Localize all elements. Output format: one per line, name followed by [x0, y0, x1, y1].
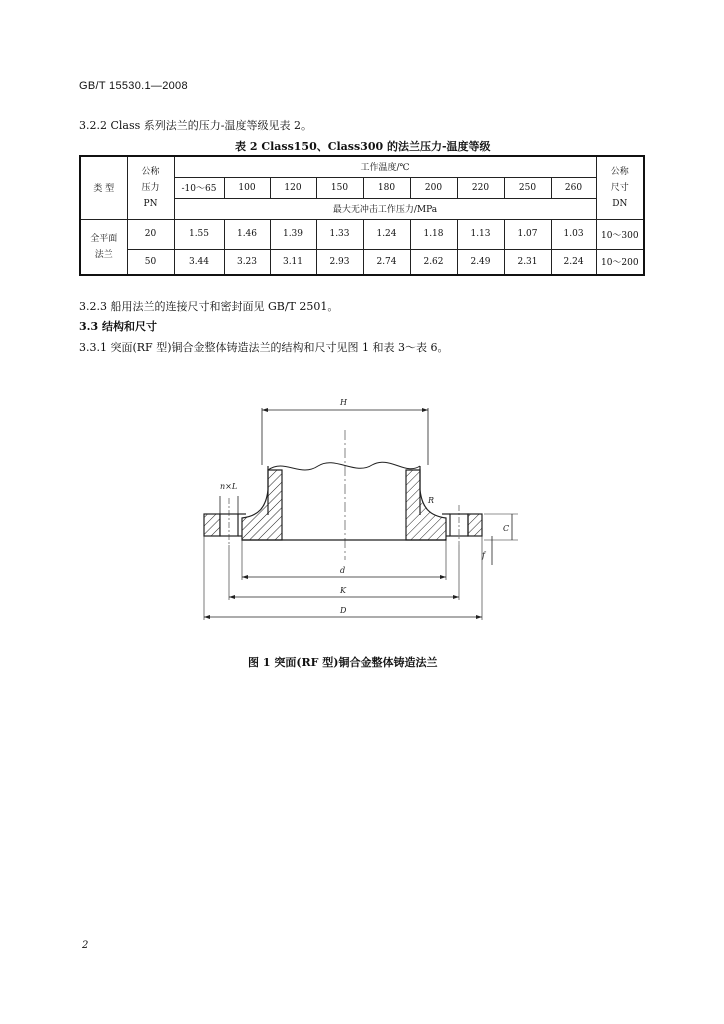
page-number: 2: [82, 940, 89, 951]
value-cell: 1.55: [174, 219, 224, 249]
value-cell: 2.74: [363, 249, 410, 275]
dimension-f: [481, 536, 492, 565]
standard-code: GB/T 15530.1—2008: [79, 80, 188, 92]
temp-cell: -10～65: [174, 177, 224, 198]
label-K: K: [340, 586, 346, 595]
value-cell: 2.93: [316, 249, 363, 275]
left-bolt-hole: [204, 482, 238, 545]
flange-drawing: [180, 385, 520, 630]
temp-cell: 250: [504, 177, 551, 198]
section-3-2-2: 3.2.2 Class 系列法兰的压力-温度等级见表 2。: [79, 119, 312, 132]
header-type: 类 型: [80, 156, 127, 219]
section-3-3-1: 3.3.1 突面(RF 型)铜合金整体铸造法兰的结构和尺寸见图 1 和表 3～表 6。: [79, 341, 449, 354]
temp-cell: 100: [224, 177, 270, 198]
value-cell: 2.62: [410, 249, 457, 275]
label-f: f: [482, 551, 485, 560]
header-temperature: 工作温度/℃: [174, 156, 596, 177]
dn-cell: 10～300: [596, 219, 644, 249]
table-2-caption: 表 2 Class150、Class300 的法兰压力-温度等级: [235, 140, 491, 153]
temp-cell: 200: [410, 177, 457, 198]
value-cell: 1.07: [504, 219, 551, 249]
dimension-d: [242, 540, 446, 580]
pn-cell: 50: [127, 249, 174, 275]
label-nxL: n×L: [220, 482, 238, 491]
pipe-outline: [268, 462, 420, 515]
row-type: 全平面 法兰: [80, 219, 127, 275]
temp-cell: 180: [363, 177, 410, 198]
section-3-3: 3.3 结构和尺寸: [79, 320, 157, 333]
right-bolt-hole: [450, 505, 482, 545]
label-D: D: [340, 606, 347, 615]
temp-cell: 150: [316, 177, 363, 198]
value-cell: 2.24: [551, 249, 596, 275]
pn-cell: 20: [127, 219, 174, 249]
value-cell: 3.23: [224, 249, 270, 275]
left-hub-section: [242, 470, 282, 540]
value-cell: 3.44: [174, 249, 224, 275]
right-hub-section: [406, 470, 446, 540]
label-R: R: [428, 496, 435, 505]
figure-1-caption: 图 1 突面(RF 型)铜合金整体铸造法兰: [248, 656, 438, 669]
dn-cell: 10～200: [596, 249, 644, 275]
label-d: d: [340, 566, 346, 575]
temp-cell: 120: [270, 177, 316, 198]
value-cell: 1.13: [457, 219, 504, 249]
temp-cell: 220: [457, 177, 504, 198]
label-H: H: [340, 398, 347, 407]
value-cell: 1.46: [224, 219, 270, 249]
section-3-2-3: 3.2.3 船用法兰的连接尺寸和密封面见 GB/T 2501。: [79, 300, 339, 313]
value-cell: 3.11: [270, 249, 316, 275]
value-cell: 2.31: [504, 249, 551, 275]
header-dn: 公称 尺寸 DN: [596, 156, 644, 219]
header-pn: 公称 压力 PN: [127, 156, 174, 219]
value-cell: 1.33: [316, 219, 363, 249]
dimension-C: [484, 514, 518, 540]
value-cell: 1.18: [410, 219, 457, 249]
header-max-pressure: 最大无冲击工作压力/MPa: [174, 198, 596, 219]
temp-cell: 260: [551, 177, 596, 198]
value-cell: 2.49: [457, 249, 504, 275]
value-cell: 1.24: [363, 219, 410, 249]
pressure-temperature-table: [79, 155, 645, 276]
label-C: C: [503, 524, 510, 533]
value-cell: 1.03: [551, 219, 596, 249]
value-cell: 1.39: [270, 219, 316, 249]
